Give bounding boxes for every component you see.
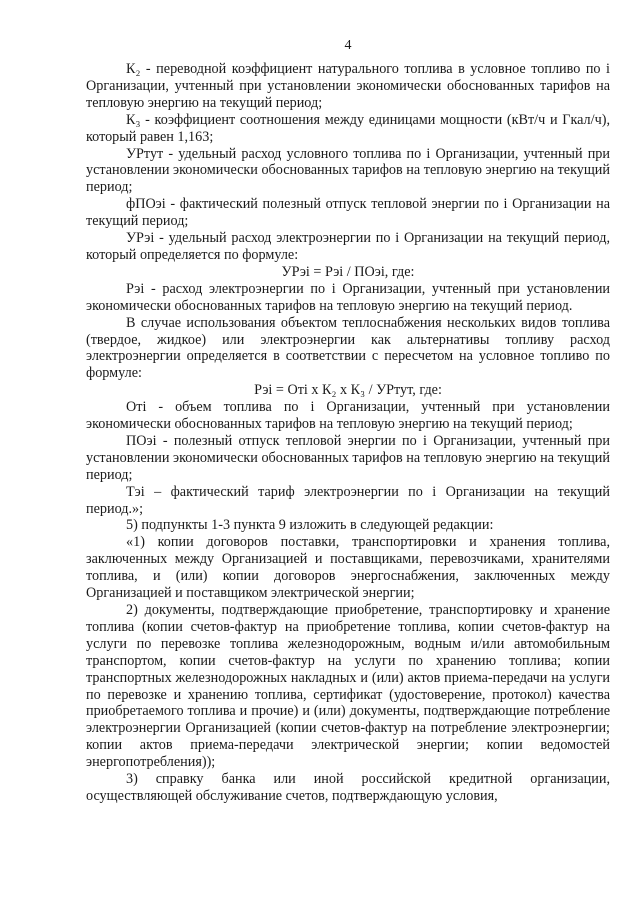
paragraph: В случае использования объектом теплоснабжения нескольких видов топлива (твердое, жидкое) или электроэнергии как альтернативы топливу расход электроэнергии определяется в соответствии с пересчетом на условное топливо по формуле: <box>86 314 610 382</box>
paragraph: фПОэi - фактический полезный отпуск тепловой энергии по i Организации на текущий период; <box>86 196 610 230</box>
paragraph: 2) документы, подтверждающие приобретение, транспортировку и хранение топлива (копии счетов-фактур на приобретение топлива, копии счетов-фактур на услуги по перевозке топлива железнодорожным, водным и/или автомобильным транспортом, копии счетов-фактур на услуги по хранению топлива; копии транспортных железнодорожных накладных и (или) актов приема-передачи на услуги по перевозке и хранению топлива, сертификат (удостоверение, протокол) качества приобретаемого топлива и прочие) и (или) документы, подтверждающие потребление электроэнергии Организацией (копии счетов-фактур на потребление электроэнергии; копии актов приема-передачи электрической энергии; копии ведомостей энергопотребления)); <box>86 602 610 771</box>
paragraph: ПОэi - полезный отпуск тепловой энергии по i Организации, учтенный при установлении экономически обоснованных тарифов на тепловую энергию на текущий период; <box>86 432 610 483</box>
formula: УРэi = Рэi / ПОэi, где: <box>281 263 415 280</box>
paragraph: Отi - объем топлива по i Организации, учтенный при установлении экономически обоснованных тарифов на тепловую энергию на текущий период; <box>86 399 610 433</box>
paragraph: Рэi - расход электроэнергии по i Организации, учтенный при установлении экономически обоснованных тарифов на тепловую энергию на текущий период. <box>86 280 610 314</box>
paragraph: «1) копии договоров поставки, транспортировки и хранения топлива, заключенных между Организацией и поставщиками, перевозчиками, хранителями топлива, и (или) копии договоров энергоснабжения, заключенных между Организацией и поставщиком электрической энергии; <box>86 534 610 602</box>
paragraph: К₂ - переводной коэффициент натурального топлива в условное топливо по i Организации, учтенный при установлении экономически обоснованных тарифов на тепловую энергию на текущий период; <box>86 61 610 111</box>
formula: Рэi = Отi х К₂ х К₃ / УРтут, где: <box>254 382 442 399</box>
paragraph: К₃ - коэффициент соотношения между единицами мощности (кВт/ч и Гкал/ч), который равен 1,163; <box>86 111 610 145</box>
document-body <box>86 61 610 805</box>
paragraph: Тэi – фактический тариф электроэнергии по i Организации на текущий период.»; <box>86 483 610 517</box>
page-number: 4 <box>344 38 352 53</box>
paragraph: УРэi - удельный расход электроэнергии по i Организации на текущий период, который определяется по формуле: <box>86 230 610 263</box>
paragraph: УРтут - удельный расход условного топлива по i Организации, учтенный при установлении экономически обоснованных тарифов на тепловую энергию на текущий период; <box>86 145 610 196</box>
paragraph: 5) подпункты 1-3 пункта 9 изложить в следующей редакции: <box>126 517 494 534</box>
paragraph: 3) справку банка или иной российской кредитной организации, осуществляющей обслуживание счетов, подтверждающую условия, <box>86 771 610 804</box>
